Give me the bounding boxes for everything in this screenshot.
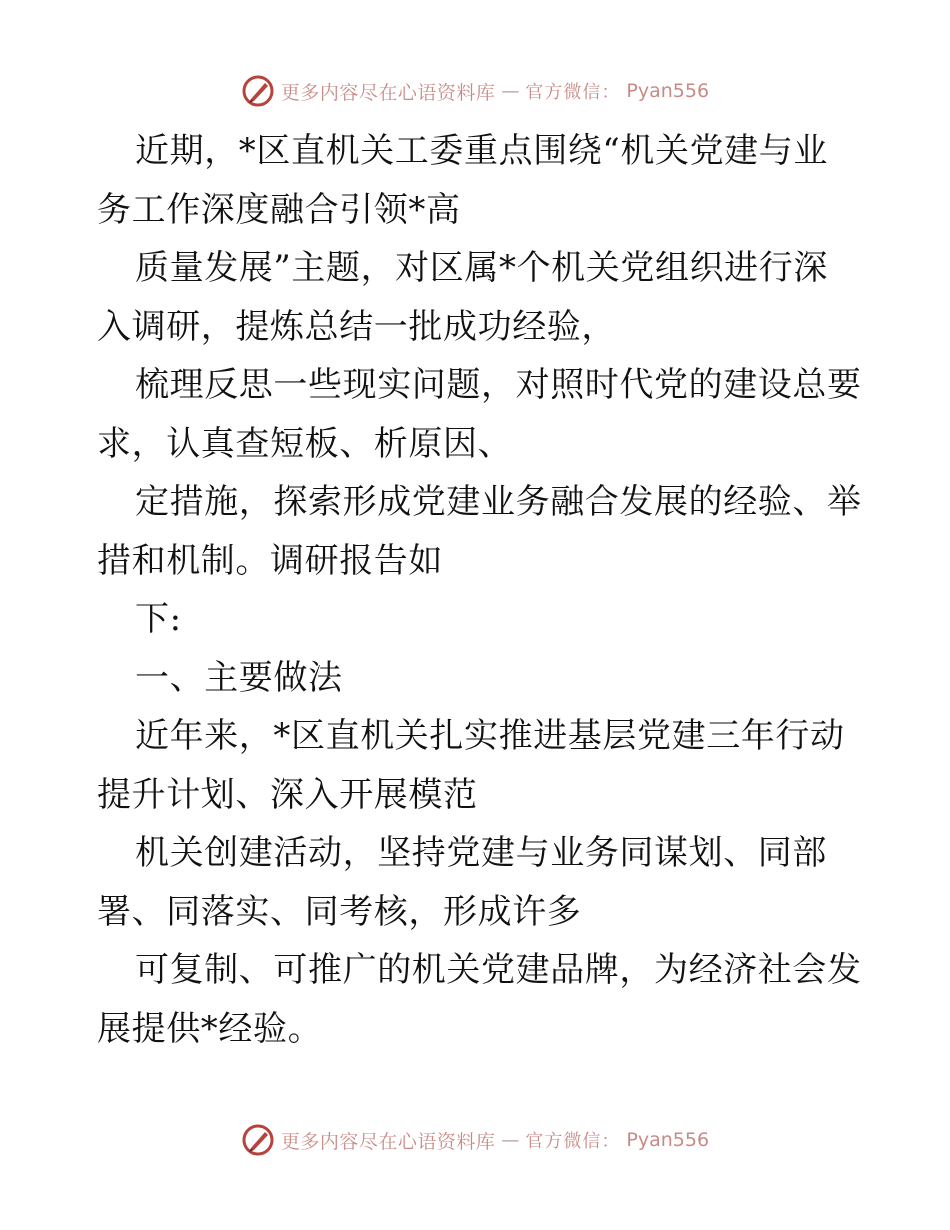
text-line: 下:: [135, 599, 182, 639]
text-line: 措和机制。调研报告如: [97, 540, 443, 581]
text-line: 近期，*区直机关工委重点围绕“机关党建与业: [135, 131, 828, 171]
watermark-official-label: 官方微信：: [525, 82, 621, 103]
header-watermark: [0, 71, 950, 111]
footer-watermark: [0, 1120, 950, 1160]
text-line: 展提供*经验。: [97, 1008, 323, 1049]
watermark-dash: —: [501, 80, 520, 102]
section-heading: 一、主要做法: [135, 657, 343, 698]
text-line: 机关创建活动，坚持党建与业务同谋划、同部: [135, 833, 827, 873]
watermark-brand-text: 更多内容尽在心语资料库: [280, 1130, 496, 1153]
watermark-wechat-id: Pyan556: [626, 80, 710, 102]
text-line: 梳理反思一些现实问题，对照时代党的建设总要: [135, 365, 862, 405]
text-line: 入调研，提炼总结一批成功经验，: [97, 306, 616, 347]
text-line: 可复制、可推广的机关党建品牌，为经济社会发: [135, 950, 862, 990]
watermark-wechat-id: Pyan556: [626, 1129, 710, 1151]
text-line: 提升计划、深入开展模范: [97, 774, 478, 815]
watermark-official-label: 官方微信：: [525, 1131, 621, 1152]
watermark-dash: —: [501, 1129, 520, 1151]
pen-logo-icon: [241, 1123, 275, 1157]
text-line: 近年来，*区直机关扎实推进基层党建三年行动: [135, 716, 845, 756]
document-body: [97, 122, 862, 1058]
text-line: 求，认真查短板、析原因、: [97, 423, 513, 464]
text-line: 定措施，探索形成党建业务融合发展的经验、举: [135, 482, 862, 522]
pen-logo-icon: [241, 74, 275, 108]
watermark-brand-text: 更多内容尽在心语资料库: [280, 81, 496, 104]
text-line: 质量发展”主题，对区属*个机关党组织进行深: [135, 248, 828, 288]
text-line: 署、同落实、同考核，形成许多: [97, 891, 582, 932]
text-line: 务工作深度融合引领*高: [97, 189, 461, 230]
